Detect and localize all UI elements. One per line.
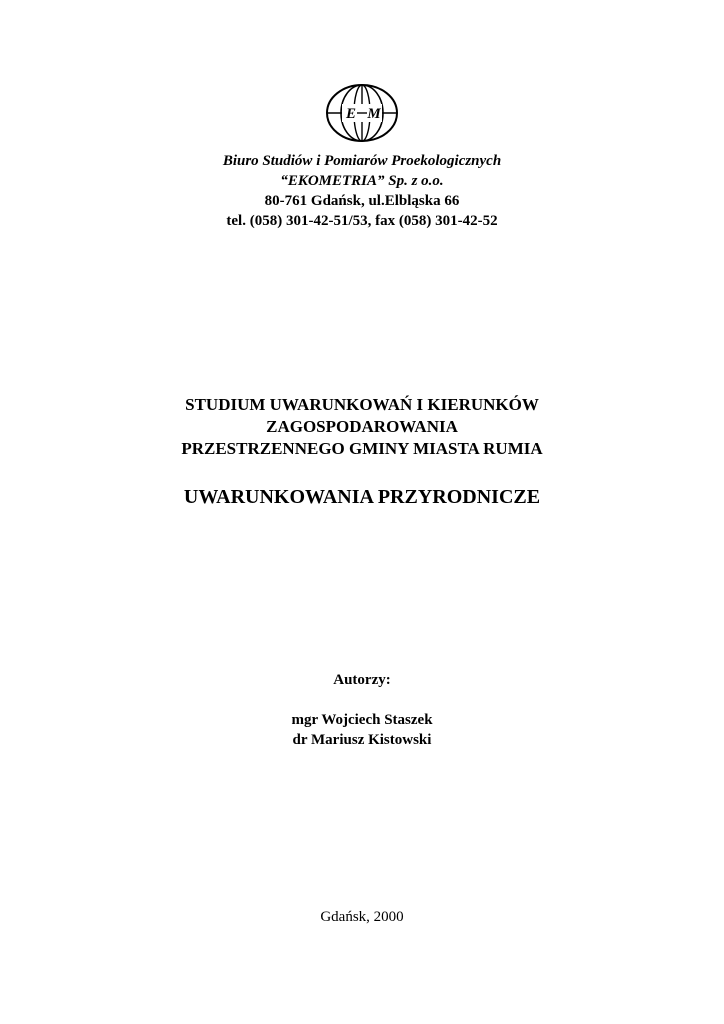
company-phone: tel. (058) 301-42-51/53, fax (058) 301-42-52 (226, 213, 498, 229)
company-address: 80-761 Gdańsk, ul.Elbląska 66 (264, 193, 460, 209)
company-name: “EKOMETRIA” Sp. z o.o. (280, 173, 444, 189)
document-title-line-1: STUDIUM UWARUNKOWAŃ I KIERUNKÓW (185, 395, 539, 414)
logo-letter-m: M (367, 106, 381, 122)
organization-name: Biuro Studiów i Pomiarów Proekologicznych (222, 153, 502, 169)
document-title-line-2: ZAGOSPODAROWANIA (266, 417, 458, 436)
author-name: dr Mariusz Kistowski (292, 732, 432, 748)
ekometria-logo (324, 82, 400, 144)
author-name: mgr Wojciech Staszek (291, 712, 433, 728)
globe-logo-icon (324, 82, 400, 144)
document-title-line-3: PRZESTRZENNEGO GMINY MIASTA RUMIA (181, 439, 543, 458)
authors-label: Autorzy: (333, 672, 391, 688)
logo-letter-e: E (345, 106, 357, 122)
place-and-date: Gdańsk, 2000 (320, 909, 404, 925)
document-subtitle: UWARUNKOWANIA PRZYRODNICZE (183, 486, 541, 508)
